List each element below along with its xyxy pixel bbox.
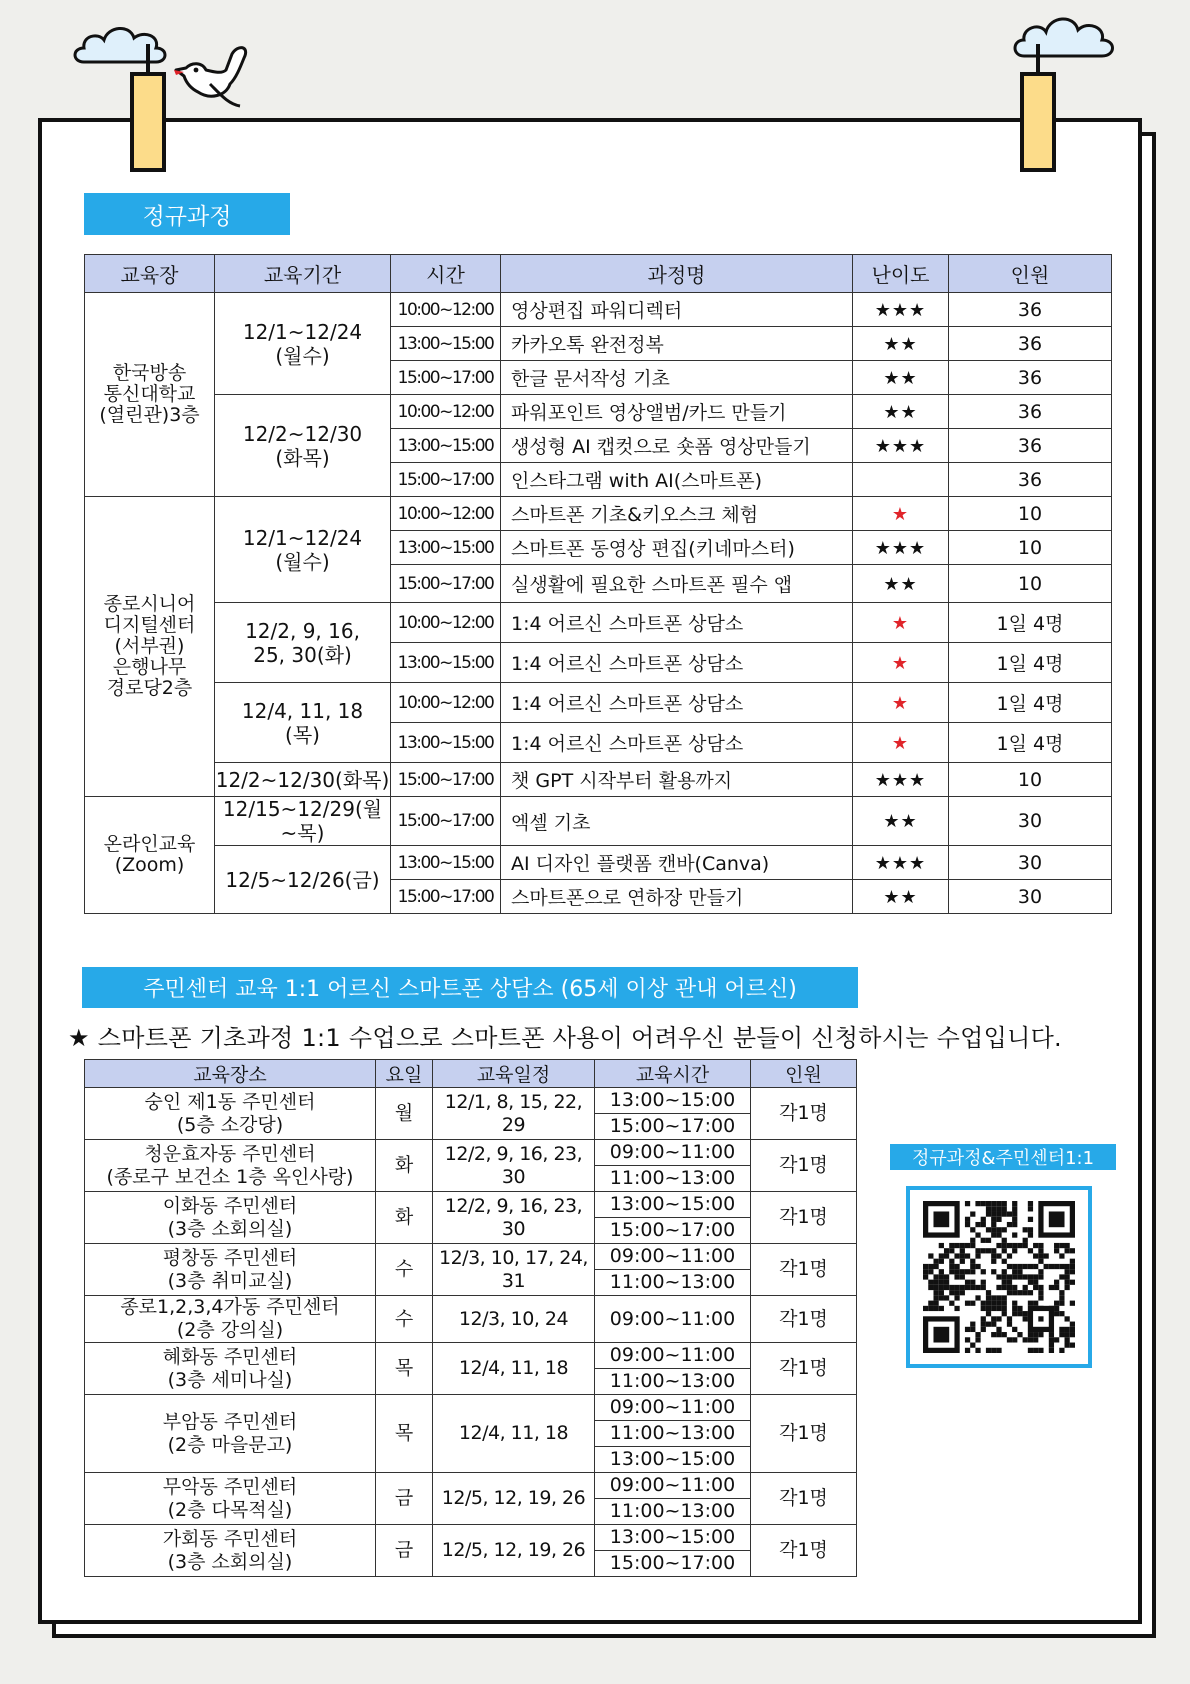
regular-course-label: 정규과정 bbox=[84, 193, 290, 235]
course-name-cell: 1:4 어르신 스마트폰 상담소 bbox=[501, 603, 853, 643]
level-cell bbox=[853, 395, 949, 429]
time-cell: 15:00~17:00 bbox=[391, 361, 501, 395]
course-name-cell: 챗 GPT 시작부터 활용까지 bbox=[501, 763, 853, 797]
table-row bbox=[85, 763, 1112, 797]
capacity-cell: 각1명 bbox=[751, 1525, 857, 1577]
table-row bbox=[85, 797, 1112, 846]
course-name-cell: 생성형 AI 캡컷으로 숏폼 영상만들기 bbox=[501, 429, 853, 463]
difficulty-stars: ★★ bbox=[883, 401, 918, 423]
period-cell: 12/1~12/24 (월수) bbox=[215, 293, 391, 395]
schedule-cell: 12/1, 8, 15, 22, 29 bbox=[433, 1088, 595, 1140]
time-cell: 13:00~15:00 bbox=[595, 1192, 751, 1218]
course-name-cell: 1:4 어르신 스마트폰 상담소 bbox=[501, 683, 853, 723]
difficulty-stars: ★★ bbox=[883, 367, 918, 389]
time-cell: 09:00~11:00 bbox=[595, 1296, 751, 1343]
course-name-cell: 스마트폰 동영상 편집(키네마스터) bbox=[501, 531, 853, 565]
table-row bbox=[85, 1244, 857, 1270]
capacity-cell: 각1명 bbox=[751, 1296, 857, 1343]
capacity-cell: 36 bbox=[949, 327, 1112, 361]
schedule-cell: 12/2, 9, 16, 23, 30 bbox=[433, 1192, 595, 1244]
time-cell: 15:00~17:00 bbox=[595, 1218, 751, 1244]
place-cell: 이화동 주민센터 (3층 소회의실) bbox=[85, 1192, 376, 1244]
difficulty-stars: ★★ bbox=[883, 886, 918, 908]
capacity-cell: 36 bbox=[949, 429, 1112, 463]
capacity-cell: 30 bbox=[949, 846, 1112, 880]
column-header: 교육장 bbox=[85, 255, 215, 293]
time-cell: 15:00~17:00 bbox=[391, 880, 501, 914]
period-cell: 12/15~12/29(월~목) bbox=[215, 797, 391, 846]
table-row bbox=[85, 497, 1112, 531]
time-cell: 13:00~15:00 bbox=[595, 1088, 751, 1114]
difficulty-stars: ★ bbox=[891, 732, 910, 754]
time-cell: 10:00~12:00 bbox=[391, 395, 501, 429]
difficulty-stars: ★★ bbox=[883, 573, 918, 595]
time-cell: 15:00~17:00 bbox=[595, 1114, 751, 1140]
schedule-cell: 12/2, 9, 16, 23, 30 bbox=[433, 1140, 595, 1192]
table-row bbox=[85, 293, 1112, 327]
period-cell: 12/1~12/24 (월수) bbox=[215, 497, 391, 603]
weekday-cell: 월 bbox=[376, 1088, 433, 1140]
weekday-cell: 화 bbox=[376, 1140, 433, 1192]
difficulty-stars: ★★★ bbox=[874, 537, 927, 559]
course-name-cell: 영상편집 파워디렉터 bbox=[501, 293, 853, 327]
capacity-cell: 10 bbox=[949, 763, 1112, 797]
course-name-cell: 스마트폰 기초&키오스크 체험 bbox=[501, 497, 853, 531]
level-cell bbox=[853, 643, 949, 683]
clip-right bbox=[1020, 72, 1056, 172]
time-cell: 11:00~13:00 bbox=[595, 1421, 751, 1447]
weekday-cell: 화 bbox=[376, 1192, 433, 1244]
capacity-cell: 1일 4명 bbox=[949, 643, 1112, 683]
schedule-cell: 12/3, 10, 17, 24, 31 bbox=[433, 1244, 595, 1296]
difficulty-stars: ★★ bbox=[883, 811, 918, 832]
level-cell bbox=[853, 531, 949, 565]
course-name-cell: 스마트폰으로 연하장 만들기 bbox=[501, 880, 853, 914]
qr-label: 정규과정&주민센터1:1 bbox=[890, 1144, 1116, 1170]
table-row bbox=[85, 1192, 857, 1218]
column-header: 교육시간 bbox=[595, 1060, 751, 1088]
weekday-cell: 수 bbox=[376, 1244, 433, 1296]
center-course-table bbox=[84, 1059, 857, 1577]
capacity-cell: 10 bbox=[949, 497, 1112, 531]
time-cell: 10:00~12:00 bbox=[391, 603, 501, 643]
time-cell: 10:00~12:00 bbox=[391, 683, 501, 723]
column-header: 교육장소 bbox=[85, 1060, 376, 1088]
column-header: 교육기간 bbox=[215, 255, 391, 293]
center-course-note: ★ 스마트폰 기초과정 1:1 수업으로 스마트폰 사용이 어려우신 분들이 신청하시는 수업입니다. bbox=[68, 1024, 1062, 1052]
place-cell: 부암동 주민센터 (2층 마을문고) bbox=[85, 1395, 376, 1473]
capacity-cell: 각1명 bbox=[751, 1192, 857, 1244]
schedule-cell: 12/3, 10, 24 bbox=[433, 1296, 595, 1343]
period-cell: 12/2~12/30 (화목) bbox=[215, 395, 391, 497]
level-cell bbox=[853, 723, 949, 763]
column-header: 인원 bbox=[751, 1060, 857, 1088]
site-cell: 종로시니어 디지털센터 (서부권) 은행나무 경로당2층 bbox=[85, 497, 215, 797]
regular-course-table bbox=[84, 254, 1112, 914]
level-cell bbox=[853, 497, 949, 531]
capacity-cell: 10 bbox=[949, 565, 1112, 603]
column-header: 과정명 bbox=[501, 255, 853, 293]
table-row bbox=[85, 683, 1112, 723]
time-cell: 09:00~11:00 bbox=[595, 1140, 751, 1166]
place-cell: 숭인 제1동 주민센터 (5층 소강당) bbox=[85, 1088, 376, 1140]
time-cell: 15:00~17:00 bbox=[391, 565, 501, 603]
level-cell bbox=[853, 327, 949, 361]
time-cell: 11:00~13:00 bbox=[595, 1270, 751, 1296]
bird-icon bbox=[170, 44, 266, 116]
time-cell: 11:00~13:00 bbox=[595, 1166, 751, 1192]
capacity-cell: 각1명 bbox=[751, 1395, 857, 1473]
table-row bbox=[85, 846, 1112, 880]
level-cell bbox=[853, 603, 949, 643]
time-cell: 13:00~15:00 bbox=[595, 1525, 751, 1551]
time-cell: 13:00~15:00 bbox=[391, 846, 501, 880]
level-cell bbox=[853, 293, 949, 327]
table-row bbox=[85, 603, 1112, 643]
time-cell: 09:00~11:00 bbox=[595, 1473, 751, 1499]
qr-frame[interactable] bbox=[906, 1186, 1092, 1368]
capacity-cell: 10 bbox=[949, 531, 1112, 565]
time-cell: 11:00~13:00 bbox=[595, 1369, 751, 1395]
schedule-cell: 12/4, 11, 18 bbox=[433, 1395, 595, 1473]
difficulty-stars: ★ bbox=[891, 503, 910, 525]
time-cell: 09:00~11:00 bbox=[595, 1343, 751, 1369]
level-cell bbox=[853, 683, 949, 723]
table-row bbox=[85, 1525, 857, 1551]
schedule-cell: 12/5, 12, 19, 26 bbox=[433, 1473, 595, 1525]
weekday-cell: 수 bbox=[376, 1296, 433, 1343]
level-cell bbox=[853, 463, 949, 497]
time-cell: 09:00~11:00 bbox=[595, 1244, 751, 1270]
period-cell: 12/2, 9, 16, 25, 30(화) bbox=[215, 603, 391, 683]
course-name-cell: AI 디자인 플랫폼 캔바(Canva) bbox=[501, 846, 853, 880]
level-cell bbox=[853, 763, 949, 797]
weekday-cell: 목 bbox=[376, 1395, 433, 1473]
capacity-cell: 각1명 bbox=[751, 1088, 857, 1140]
time-cell: 09:00~11:00 bbox=[595, 1395, 751, 1421]
column-header: 교육일정 bbox=[433, 1060, 595, 1088]
time-cell: 13:00~15:00 bbox=[391, 327, 501, 361]
difficulty-stars: ★★★ bbox=[874, 299, 927, 321]
time-cell: 15:00~17:00 bbox=[595, 1551, 751, 1577]
difficulty-stars: ★★ bbox=[883, 333, 918, 355]
period-cell: 12/4, 11, 18 (목) bbox=[215, 683, 391, 763]
capacity-cell: 각1명 bbox=[751, 1244, 857, 1296]
weekday-cell: 금 bbox=[376, 1525, 433, 1577]
capacity-cell: 1일 4명 bbox=[949, 603, 1112, 643]
time-cell: 15:00~17:00 bbox=[391, 763, 501, 797]
course-name-cell: 엑셀 기초 bbox=[501, 797, 853, 846]
site-cell: 한국방송 통신대학교 (열린관)3층 bbox=[85, 293, 215, 497]
difficulty-stars: ★★★ bbox=[874, 435, 927, 457]
table-row bbox=[85, 1140, 857, 1166]
course-name-cell: 1:4 어르신 스마트폰 상담소 bbox=[501, 723, 853, 763]
time-cell: 10:00~12:00 bbox=[391, 293, 501, 327]
table-row bbox=[85, 1395, 857, 1421]
column-header: 인원 bbox=[949, 255, 1112, 293]
level-cell bbox=[853, 880, 949, 914]
difficulty-stars: ★ bbox=[891, 612, 910, 634]
clip-left bbox=[130, 72, 166, 172]
time-cell: 15:00~17:00 bbox=[391, 797, 501, 846]
time-cell: 13:00~15:00 bbox=[391, 643, 501, 683]
cloud-right-icon bbox=[1010, 10, 1120, 62]
table-row bbox=[85, 395, 1112, 429]
cloud-left-icon bbox=[70, 20, 170, 68]
capacity-cell: 36 bbox=[949, 395, 1112, 429]
time-cell: 11:00~13:00 bbox=[595, 1499, 751, 1525]
weekday-cell: 금 bbox=[376, 1473, 433, 1525]
center-course-label: 주민센터 교육 1:1 어르신 스마트폰 상담소 (65세 이상 관내 어르신) bbox=[82, 967, 858, 1008]
place-cell: 평창동 주민센터 (3층 취미교실) bbox=[85, 1244, 376, 1296]
place-cell: 종로1,2,3,4가동 주민센터 (2층 강의실) bbox=[85, 1296, 376, 1343]
site-cell: 온라인교육 (Zoom) bbox=[85, 797, 215, 914]
table-row bbox=[85, 1473, 857, 1499]
capacity-cell: 각1명 bbox=[751, 1343, 857, 1395]
place-cell: 무악동 주민센터 (2층 다목적실) bbox=[85, 1473, 376, 1525]
place-cell: 청운효자동 주민센터 (종로구 보건소 1층 옥인사랑) bbox=[85, 1140, 376, 1192]
level-cell bbox=[853, 797, 949, 846]
course-name-cell: 1:4 어르신 스마트폰 상담소 bbox=[501, 643, 853, 683]
capacity-cell: 1일 4명 bbox=[949, 683, 1112, 723]
capacity-cell: 1일 4명 bbox=[949, 723, 1112, 763]
course-name-cell: 카카오톡 완전정복 bbox=[501, 327, 853, 361]
time-cell: 15:00~17:00 bbox=[391, 463, 501, 497]
column-header: 난이도 bbox=[853, 255, 949, 293]
level-cell bbox=[853, 565, 949, 603]
difficulty-stars: ★★★ bbox=[874, 852, 927, 874]
capacity-cell: 30 bbox=[949, 880, 1112, 914]
table-row bbox=[85, 1088, 857, 1114]
capacity-cell: 각1명 bbox=[751, 1140, 857, 1192]
column-header: 시간 bbox=[391, 255, 501, 293]
schedule-cell: 12/5, 12, 19, 26 bbox=[433, 1525, 595, 1577]
difficulty-stars: ★★★ bbox=[874, 769, 927, 791]
capacity-cell: 30 bbox=[949, 797, 1112, 846]
period-cell: 12/5~12/26(금) bbox=[215, 846, 391, 914]
capacity-cell: 36 bbox=[949, 361, 1112, 395]
capacity-cell: 36 bbox=[949, 293, 1112, 327]
column-header: 요일 bbox=[376, 1060, 433, 1088]
capacity-cell: 36 bbox=[949, 463, 1112, 497]
level-cell bbox=[853, 361, 949, 395]
time-cell: 13:00~15:00 bbox=[391, 429, 501, 463]
difficulty-stars: ★ bbox=[891, 692, 910, 714]
level-cell bbox=[853, 846, 949, 880]
place-cell: 혜화동 주민센터 (3층 세미나실) bbox=[85, 1343, 376, 1395]
period-cell: 12/2~12/30(화목) bbox=[215, 763, 391, 797]
level-cell bbox=[853, 429, 949, 463]
course-name-cell: 인스타그램 with AI(스마트폰) bbox=[501, 463, 853, 497]
place-cell: 가회동 주민센터 (3층 소회의실) bbox=[85, 1525, 376, 1577]
course-name-cell: 한글 문서작성 기초 bbox=[501, 361, 853, 395]
weekday-cell: 목 bbox=[376, 1343, 433, 1395]
course-name-cell: 실생활에 필요한 스마트폰 필수 앱 bbox=[501, 565, 853, 603]
capacity-cell: 각1명 bbox=[751, 1473, 857, 1525]
course-name-cell: 파워포인트 영상앨범/카드 만들기 bbox=[501, 395, 853, 429]
table-row bbox=[85, 1343, 857, 1369]
qr-code-icon bbox=[923, 1201, 1075, 1353]
schedule-cell: 12/4, 11, 18 bbox=[433, 1343, 595, 1395]
time-cell: 13:00~15:00 bbox=[391, 531, 501, 565]
time-cell: 13:00~15:00 bbox=[391, 723, 501, 763]
difficulty-stars: ★ bbox=[891, 652, 910, 674]
time-cell: 13:00~15:00 bbox=[595, 1447, 751, 1473]
time-cell: 10:00~12:00 bbox=[391, 497, 501, 531]
